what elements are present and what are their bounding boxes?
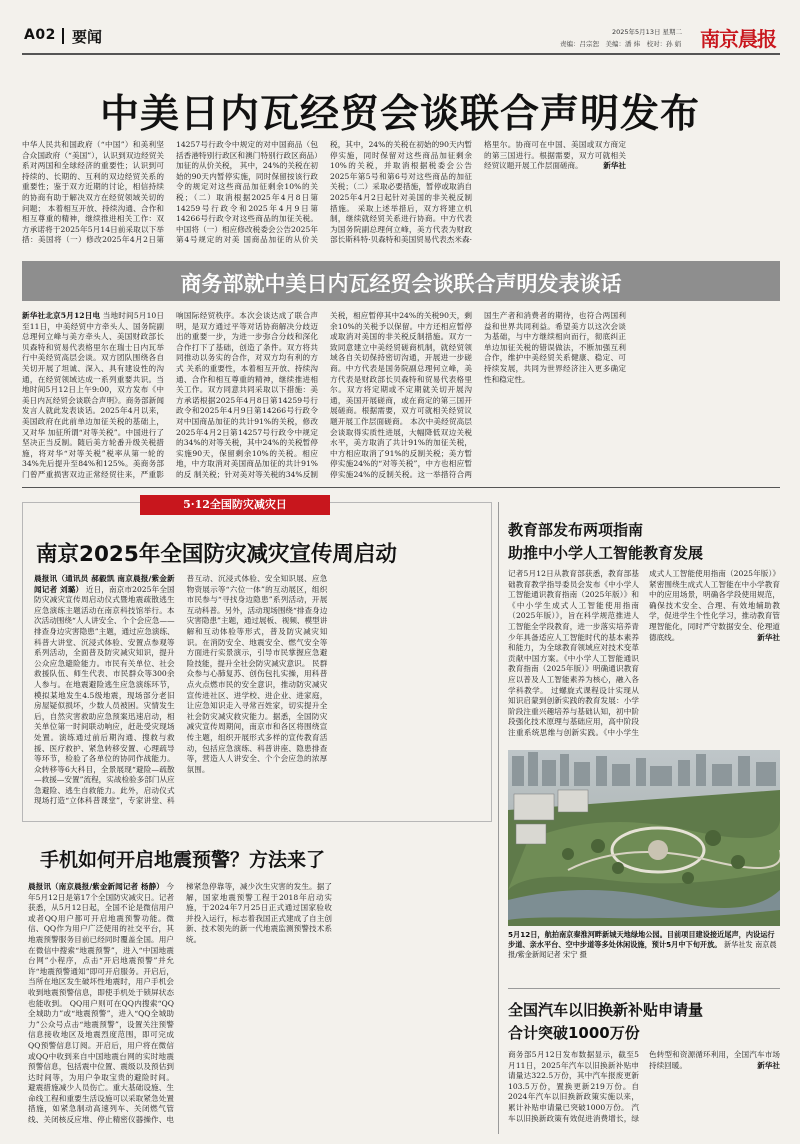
disaster-article-body — [34, 574, 480, 814]
phone-col-2: QQ用户则可在QQ内搜索“QQ全城助力”或“地震预警”，进入“QQ全城助力”公众号点击“地震预警”，设置关注预警信息接收地区及地震烈度范围，即可完成QQ预警信息订阅。开启后，用户将在微信或QQ中收到来自中国地震台网的实时地震预警信息，包括震中位置、震级以及预估到达时间等，为用户争取宝贵的避险时间。 — [28, 998, 174, 1082]
commerce-col-3: 关系的重要性，本着相互开放、持续沟通、合作和相互尊重的精神，继续推进相关工作。双方同意共同采取以下措施：美方承诺根据2025年4月8日第14259号行政令和2025年4月9日第14266号行政令对中国商品加征的共计91%的关税，修改2025年4月2日第14257号行政令中规定的34%的对等关税，其中24%的关税暂停实施90天，保留剩余10%的关税。相应地，中方取消对美国商品加征的共计91%的反 — [176, 363, 319, 479]
phone-col-3: 避震措施减少人员伤亡。重大基础设施、生命线工程和重要生活设施可以采取紧急处置措施，如紧急制动高速列车、关闭燃气管线、关闭核反应堆、停止精密仪器操作、电梯紧急停靠等，减少次生灾害的发生。据了解，国家地震预警工程于2018年启动实施，于2024年7月25日正式通过国家验收并投入运行，标志着我国正式建成了自主创新、技术领先的新一代地震监测预警技术系统。 — [28, 882, 332, 1125]
commerce-col-2: 加征所谓“对等关税”。中国进行了坚决正当反制。随后美方轮番升级关税措施，将对华“对等关税”税率从第一轮的34%先后提升至84%和125%。美商务部门曾严重损害双边正常经贸往来，严重影响国际经贸秩序。本次会谈达成了联合声明，是双方通过平等对话协商解决分歧迈出的重要一步，为进一步弥合分歧和深化合作打下了基础，创造了条件。双方将共同推动以务实的合作，对双方均有利的方式 — [22, 311, 318, 479]
disaster-col-1: 近日，南京市2025年全国防灾减灾宣传周启动仪式暨地震疏散逃生应急演练主题活动在南京科技馆举行。本次活动围绕“人人讲安全、个个会应急——排查身边灾害隐患”主题，通过应急演练、科普大讲堂、沉浸式体验、安置点参观等系列活动，全面普及防灾减灾知识，提升公众应急避险能力。市民有关单位、社会救援队伍、师生代表、市民群众等300余人参与。在地震避险逃生应急演练环节，模拟某地发生4.5级地震，现场部分老旧房屋疑似损坏，少数人员被困。灾情发生后，自然灾害救助应急预案迅速启动，相关单位第一时间联动响应，赶赴受灾现场处置。演练通过前后期沟通、搜救与救援、医疗救护、紧急转移安置、心理疏导等环节，检验了各单位的协同作战能力。 — [34, 584, 175, 764]
phone-article-body — [28, 882, 490, 1134]
disaster-col-2: 众转移等6大科目，全景展现“避险—疏散—救援—安置”流程，实战检验多部门从应急避险、逃生自救能力。此外，启动仪式现场打造“立体科普课堂”，专家讲堂、科普互动、沉浸式体验、安全知识展、应急物资展示等“六位一体”的互动展区，组织市民参与“寻找身边隐患”系列活动，开展互动科普。另外，活动现场围绕“排查身边灾害隐患”主题，通过展板、视频、模型讲解和互动体验等形式，普及防灾减灾知识。在消防安全、地震安全、燃气安全等方面进行实景演示，引导市民掌握应急避险技能，提升全社会防灾减灾意识。 — [34, 574, 328, 806]
phone-col-1: 今年5月12日是第17个全国防灾减灾日。记者获悉，从5月12日起，全国不论是微信用户或者QQ用户都可开启地震预警功能。微信、QQ作为用户广泛使用的社交平台，其地震预警服务目前已经同时覆盖全国。用户在微信中搜索“地震预警”，进入“中国地震台网”小程序，点击“开启地震预警”并允许“地震预警通知”即可开启服务。开启后，当所在地区发生破坏性地震时，用户手机会收到地震预警信息，即使手机处于锁屏状态也能收到。 — [28, 882, 174, 1008]
section-rule — [22, 487, 780, 488]
car-headline-line2: 合计突破1000万份 — [508, 1024, 640, 1042]
car-rule — [508, 988, 780, 989]
photo-credit: 新华社发 南京晨报/紫金新闻记者 宋宁 摄 — [508, 940, 777, 959]
lead-col-3: 其中，24%的关税在初始的90天内暂停实施，同时保留按该行政令的规定对这些商品加征剩余10%的关税；（二）取消根据2025年4月8日第14259号行政令和2025年4月9日第14266号行政令对这些商品的加征关税。中国将（一）相应修改税委会公告2025年第4号规定的对美 — [176, 161, 318, 245]
date-line: 2025年5月13日 星期二 — [612, 28, 683, 36]
commerce-headline: 商务部就中美日内瓦经贸会谈联合声明发表谈话 — [180, 272, 622, 296]
photo-caption-text: 5月12日，航拍南京秦淮河畔新城天地绿地公园。目前项目建设接近尾声，内设运行步道、亲水平台、空中步道等多处休闲设施，预计5月中下旬开放。 — [508, 930, 775, 949]
lead-col-5: 采取上述举措后，双方将建立机制，继续就经贸关系进行协商。中方代表为国务院副总理何立峰，美方代表为财政部长斯科特·贝森特和美国贸易代表杰米森·格里尔。协商可在中国、美国或双方商定的第三国进行。根据需要，双方可就相关经贸议题开展工作层面磋商。 — [330, 140, 626, 245]
car-col-1: 商务部5月12日发布数据显示，截至5月11日，2025年汽车以旧换新补贴申请量达322.5万份，其中汽车报废更新103.5万份，置换更新219万份。自2024年汽车以旧换新政策实施以来，累计补贴申请量已突破1000万份。 — [508, 1050, 639, 1112]
edu-col-2: 过螺旋式课程设计实现从知识启蒙到创新实践的教育发展：小学阶段注重兴趣培养与基础认知，初中阶段强化技术原理与基础应用，高中阶段注重系统思维与创新实践。《中小学生成式人工智能使用指南（2025年版）》紧密围绕生成式人工智能在中小学教育中的应用场景，明确各学段使用规范，确保技术安全、合理、有效地辅助教学，促进学生个性化学习，推动教育管理智能化，同时严守数据安全、伦理道德底线。 — [508, 569, 780, 737]
lead-col-4: 国商品加征的从价关税，其中，24%的关税在初始的90天内暂停实施，同时保留对这些商品加征剩余10%的关税，并取消根据税委会公告2025年第5号和第6号对这些商品的加征关税；（二）采取必要措施，暂停或取消自2025年4月2日起针对美国的非关税反制措施。 — [243, 140, 472, 245]
disaster-byline: 晨报讯（通讯员 郝毅凯 南京晨报/紫金新闻记者 刘璐） — [34, 574, 175, 594]
photo-caption — [508, 930, 780, 960]
edu-credit: 新华社 — [757, 632, 780, 642]
header-rule — [22, 53, 780, 55]
edu-col-1: 记者5月12日从教育部获悉，教育部基础教育教学指导委员会发布《中小学人工智能通识教育指南（2025年版）》和《中小学生成式人工智能使用指南（2025年版）》，旨在科学规范推进人工智能全学段教育，进一步落实培养青少年具备适应人工智能时代的基本素养和能力，为全球教育领域应对技术变革贡献中国方案。《中小学人工智能通识教育指南（2025年版）》明确通识教育应以普及人工智能素养为核心，融入各学科教学。 — [508, 569, 639, 695]
disaster-col-3: 民群众参与心肺复苏、创伤包扎实操，用科普点火点燃市民的安全意识，推动防灾减灾宣传进社区、进学校、进企业、进家庭，让应急知识走入寻常百姓家，切实提升全社会防灾减灾救灾能力。据悉，全国防灾减灾宣传周期间，南京市和各区将围绕宣传主题，组织开展形式多样的宣传教育活动，包括应急演练、科普讲座、隐患排查等，营造人人讲安全、个个会应急的浓厚氛围。 — [186, 658, 328, 774]
section-name: 要闻 — [72, 28, 103, 46]
car-credit: 新华社 — [757, 1060, 780, 1070]
park-aerial-photo — [508, 750, 780, 926]
phone-byline: 晨报讯（南京晨报/紫金新闻记者 杨静） — [28, 882, 164, 891]
commerce-col-5: 本次中美经贸高层会谈取得实质性进展，大幅降低双边关税水平，美方取消了共计91%的加征关税，中方相应取消了91%的反制关税；美方暂停实施24%的“对等关税”，中方也相应暂停实施24%的反制关税。这一举措符合两国生产者和消费者的期待，也符合两国利益和世界共同利益。希望美方以这次会谈为基础，与中方继续相向而行，彻底纠正单边加征关税的错误做法，不断加强互利合作，维护中美经贸关系健康、稳定、可持续发展，共同为世界经济注入更多确定性和稳定性。 — [330, 311, 626, 479]
lead-headline: 中美日内瓦经贸会谈联合声明发布 — [99, 92, 700, 137]
disaster-day-tag: 5·12全国防灾减灾日 — [140, 495, 330, 515]
commerce-col-4: 制关税；针对美对等关税的34%反制关税，相应暂停其中24%的关税90天，剩余10%的关税予以保留。中方还相应暂停或取消对美国的非关税反制措施。双方一致同意建立中美经贸磋商机制，就经贸领域各自关切保持密切沟通，开展进一步磋商。中方代表是国务院副总理何立峰，美方代表是财政部长贝森特和贸易代表格里尔。双方将定期或不定期就关切开展沟通，美国开展磋商，或在商定的第三国开展磋商。根据需要，双方可就相关经贸议题开展工作层面磋商。 — [193, 311, 472, 479]
lead-credit: 新华社 — [603, 161, 626, 171]
park-aerial-photo-art — [508, 750, 780, 926]
staff-line: 责编：吕宗恕 美编：潘 炜 校对：孙 娟 — [560, 40, 682, 48]
header-separator — [62, 28, 64, 44]
newspaper-logo: 南京晨报 — [700, 27, 776, 51]
phone-headline: 手机如何开启地震预警？方法来了 — [40, 849, 326, 871]
car-article-body — [508, 1050, 780, 1136]
column-divider — [498, 502, 499, 1134]
edu-headline-line2: 助推中小学人工智能教育发展 — [508, 544, 704, 562]
disaster-headline: 南京2025年全国防灾减灾宣传周启动 — [36, 542, 397, 567]
page-number: A02 — [24, 27, 56, 43]
car-col-2: 汽车以旧换新政策有效促进消费增长，绿色转型和资源循环利用，全国汽车市场持续回暖。 — [508, 1050, 780, 1123]
commerce-col-1: 当地时间5月10日至11日，中美经贸中方牵头人、国务院副总理何立峰与美方牵头人、美国财政部长贝森特和贸易代表格里尔在瑞士日内瓦举行中美经贸高层会谈。双方团队围绕各自关切开展了坦诚、深入、具有建设性的沟通，在经贸领域达成一系列重要共识。当地时间5月12日上午9:00，双方发布《中美日内瓦经贸会谈联合声明》。商务部新闻发言人就此发表谈话。2025年4月以来，美国政府在此前单边加征关税的基础上，又对华 — [22, 311, 164, 437]
edu-headline-line1: 教育部发布两项指南 — [508, 521, 644, 539]
commerce-dateline: 新华社北京5月12日电 — [22, 311, 101, 320]
lead-col-1: 中华人民共和国政府（“中国”）和美利坚合众国政府（“美国”），认识到双边经贸关系对两国和全球经济的重要性；认识到可持续的、长期的、互利的双边经贸关系的重要性；鉴于双方近期的讨论，相信持续的协商有助于解决双方在经贸领域关切的问题； — [22, 140, 164, 213]
edu-article-body — [508, 569, 780, 741]
lead-article-body — [22, 140, 780, 255]
lead-col-2: 本着相互开放、持续沟通、合作和相互尊重的精神，继续推进相关工作：双方承诺将于2025年5月14日前采取以下举措：美国将（一）修改2025年4月2日第14257号行政令中规定的对中国商品（包括香港特别行政区和澳门特别行政区商品）加征的从价关税， — [22, 140, 318, 245]
car-headline-line1: 全国汽车以旧换新补贴申请量 — [508, 1001, 704, 1019]
commerce-article-body — [22, 311, 780, 483]
